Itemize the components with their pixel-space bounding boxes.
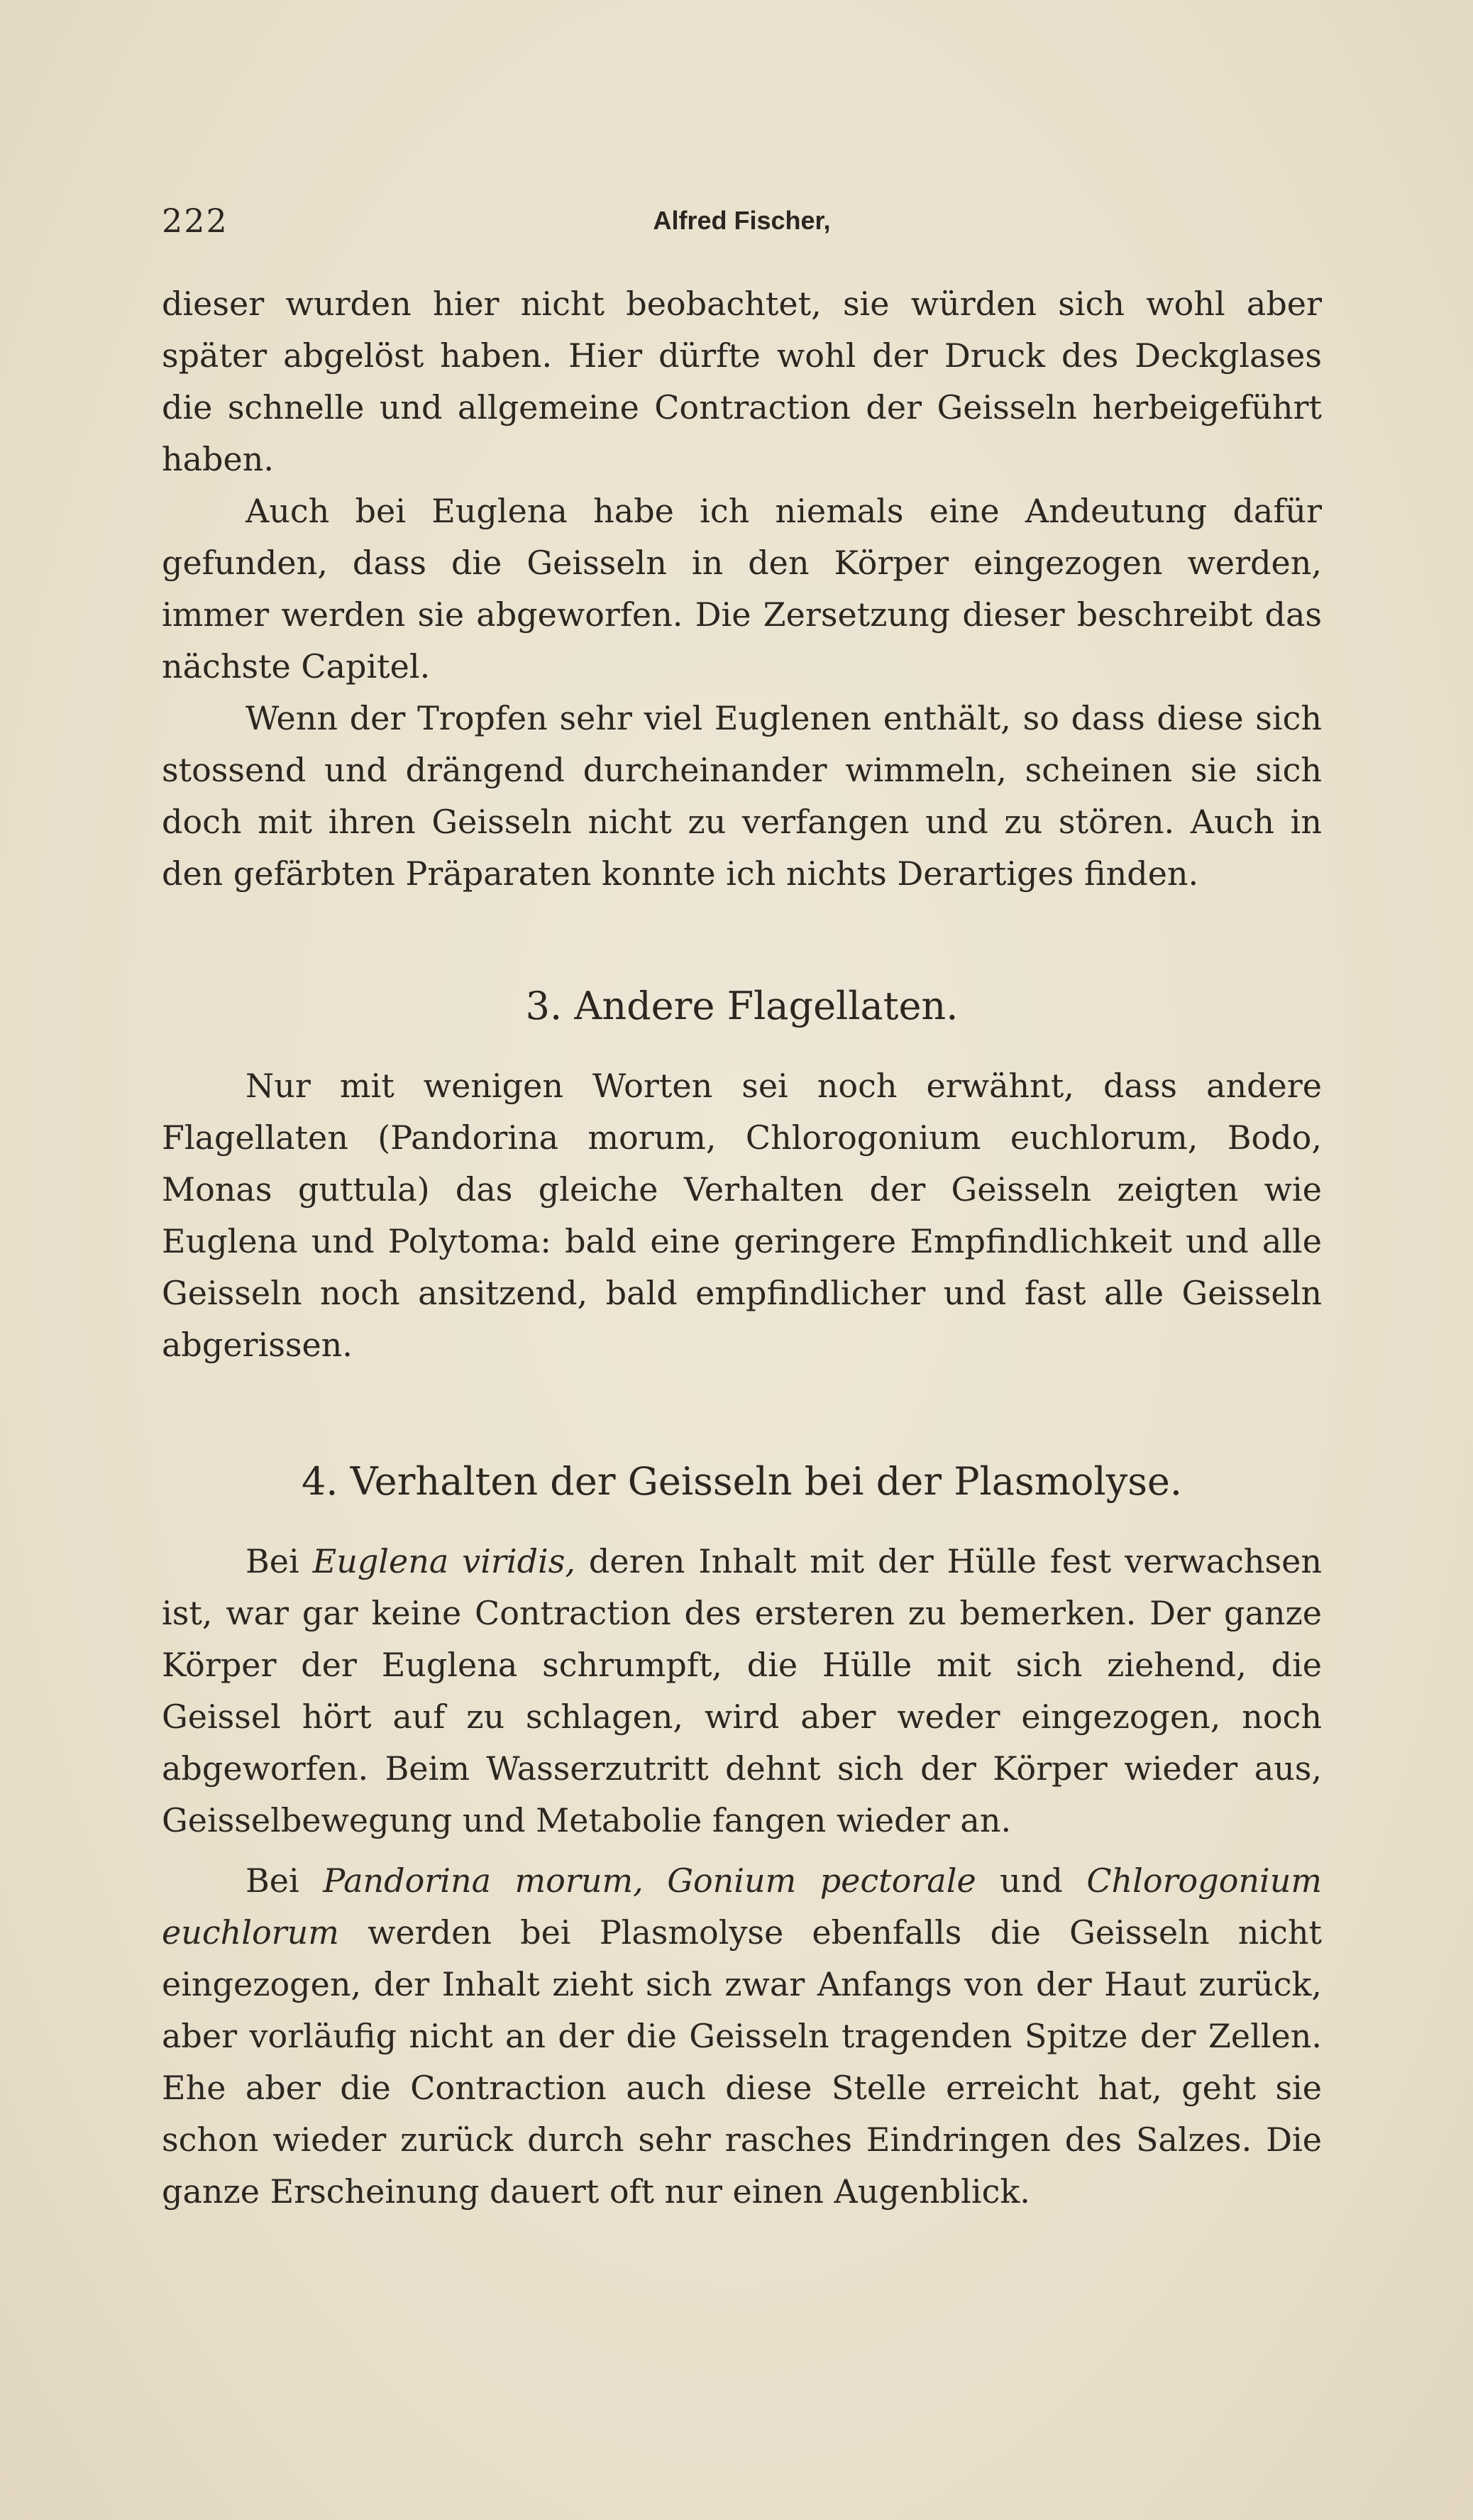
text-span: werden bei Plasmolyse ebenfalls die Geisseln nicht eingezogen, der Inhalt zieht sich zwar Anfangs von der Haut zurück, aber vorläufig nicht an der die Geisseln tragenden Spitze der Zellen. Ehe aber die Contraction auch diese Stelle erreicht hat, geht sie schon wieder zurück durch sehr rasches Eindringen des Salzes. Die ganze Erscheinung dauert oft nur einen Augenblick. (162, 1913, 1322, 2211)
body-text (162, 278, 1322, 2218)
species-name: Gonium pectorale (667, 1861, 976, 1900)
running-head: Alfred Fischer, (653, 206, 831, 235)
paragraph-andere-flagellaten: Nur mit wenigen Worten sei noch erwähnt, dass andere Flagellaten (Pandorina morum, Chlorogonium euchlorum, Bodo, Monas guttula) das gleiche Verhalten der Geisseln zeigten wie Euglena und Polytoma: bald eine geringere Empfindlichkeit und alle Geisseln noch ansitzend, bald empfindlicher und fast alle Geisseln abgerissen. (162, 1067, 1322, 1364)
paragraph-tropfen: Wenn der Tropfen sehr viel Euglenen enthält, so dass diese sich stossend und drängend durcheinander wimmeln, scheinen sie sich doch mit ihren Geisseln nicht zu verfangen und zu stören. Auch in den gefärbten Präparaten konnte ich nichts Derartiges finden. (162, 699, 1322, 893)
text-span: Bei (246, 1542, 313, 1580)
text-span: deren Inhalt mit der Hülle fest verwachsen ist, war gar keine Contraction des ersteren zu bemerken. Der ganze Körper der Euglena schrumpft, die Hülle mit sich ziehend, die Geissel hört auf zu schlagen, wird aber weder eingezogen, noch abgeworfen. Beim Wasserzutritt dehnt sich der Körper wieder aus, Geisselbewegung und Metabolie fangen wieder an. (162, 1542, 1322, 1839)
species-name: Euglena viridis, (312, 1542, 575, 1580)
page-number: 222 (162, 202, 228, 240)
page-header (162, 199, 1322, 248)
paragraph-euglena-viridis (162, 1536, 1322, 1847)
text-span: Bei (246, 1861, 324, 1900)
species-name: Pandorina morum, (323, 1861, 644, 1900)
paragraph-euglena: Auch bei Euglena habe ich niemals eine Andeutung dafür gefunden, dass die Geisseln in den Körper eingezogen werden, immer werden sie abgeworfen. Die Zersetzung dieser beschreibt das nächste Capitel. (162, 492, 1322, 686)
text-span (644, 1861, 667, 1900)
species-name: Chlorogonium euchlorum (162, 1861, 1322, 1952)
paragraph-pandorina (162, 1855, 1322, 2218)
paragraph-continuation: dieser wurden hier nicht beobachtet, sie würden sich wohl aber später abgelöst haben. Hier dürfte wohl der Druck des Deckglases die schnelle und allgemeine Contraction der Geisseln herbeigeführt haben. (162, 285, 1322, 478)
section-heading-plasmolyse: 4. Verhalten der Geisseln bei der Plasmolyse. (301, 1459, 1183, 1504)
text-span: und (976, 1861, 1087, 1900)
section-heading-andere-flagellaten: 3. Andere Flagellaten. (525, 984, 959, 1028)
